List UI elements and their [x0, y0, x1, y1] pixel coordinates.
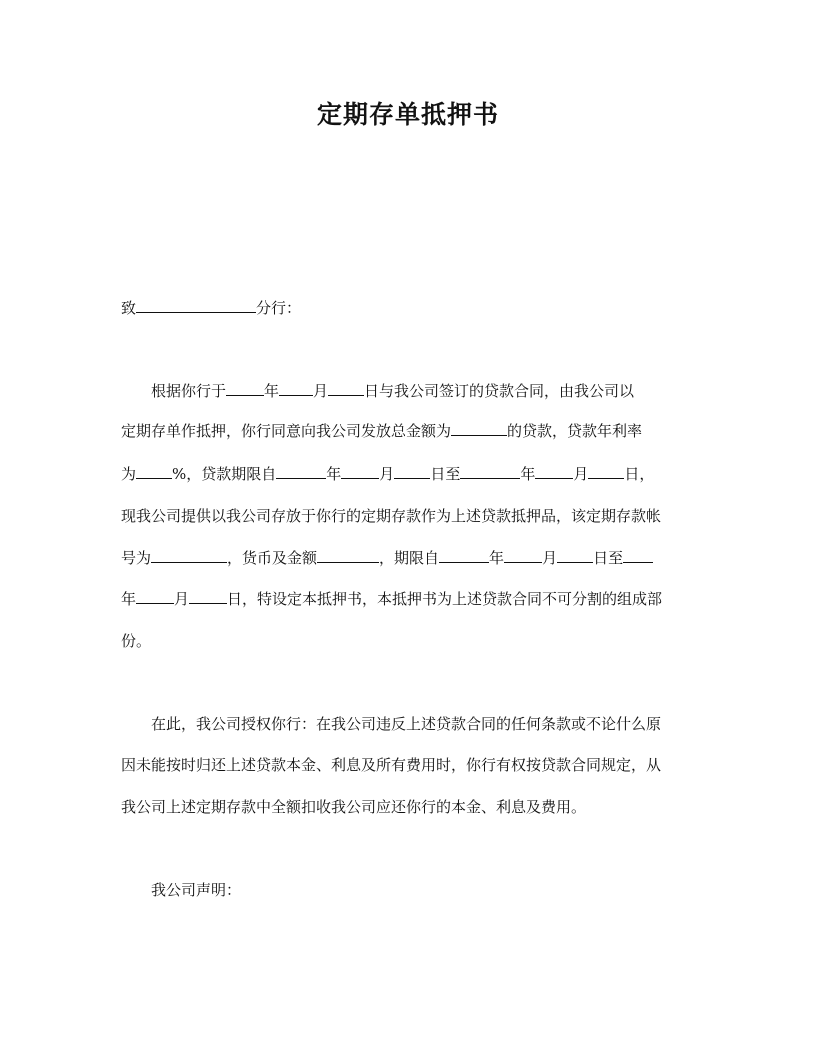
para1-line-7 — [121, 631, 151, 651]
term-end-year-blank[interactable] — [460, 464, 520, 479]
contract-day-blank[interactable] — [328, 381, 364, 396]
text: 年 — [489, 549, 505, 567]
text: 年 — [264, 382, 280, 400]
branch-name-blank[interactable] — [136, 298, 256, 313]
para1-line-4 — [121, 506, 661, 526]
text: 号为 — [121, 549, 152, 567]
text: 月 — [313, 382, 329, 400]
text: 月 — [573, 465, 589, 483]
addressee-prefix: 致 — [121, 299, 137, 317]
para1-line-2 — [121, 421, 642, 441]
text: %，贷款期限自 — [172, 465, 277, 483]
text: 日，特设定本抵押书，本抵押书为上述贷款合同不可分割的组成部 — [227, 590, 663, 608]
text: 我公司上述定期存款中全额扣收我公司应还你行的本金、利息及费用。 — [121, 798, 587, 816]
text: 年 — [121, 590, 137, 608]
interest-rate-blank[interactable] — [136, 464, 172, 479]
text: 日至 — [593, 549, 624, 567]
para2-line-2 — [121, 755, 661, 775]
account-number-blank[interactable] — [151, 548, 227, 563]
document-title: 定期存单抵押书 — [316, 100, 499, 129]
text: 月 — [174, 590, 190, 608]
term-end-day-blank[interactable] — [588, 464, 624, 479]
text: ，期限自 — [379, 549, 440, 567]
deposit-start-day-blank[interactable] — [557, 548, 593, 563]
term-start-month-blank[interactable] — [341, 464, 379, 479]
addressee-line — [121, 298, 301, 318]
text: 月 — [379, 465, 395, 483]
text: 在此，我公司授权你行：在我公司违反上述贷款合同的任何条款或不论什么原 — [151, 715, 662, 733]
para1-line-3 — [121, 464, 654, 484]
text: 日与我公司签订的贷款合同，由我公司以 — [364, 382, 635, 400]
deposit-end-day-blank[interactable] — [189, 589, 227, 604]
para2-line-3 — [121, 797, 586, 817]
text: 日， — [624, 465, 655, 483]
text: ，货币及金额 — [227, 549, 318, 567]
para1-line-1 — [151, 381, 634, 401]
text: 年 — [520, 465, 536, 483]
text: 定期存单作抵押，你行同意向我公司发放总金额为 — [121, 422, 452, 440]
text: 根据你行于 — [151, 382, 227, 400]
text: 因未能按时归还上述贷款本金、利息及所有费用时，你行有权按贷款合同规定，从 — [121, 756, 662, 774]
term-start-year-blank[interactable] — [276, 464, 326, 479]
para1-line-5 — [121, 548, 653, 568]
declaration-heading: 我公司声明： — [151, 881, 242, 899]
para2-line-1 — [151, 714, 661, 734]
deposit-end-year-blank[interactable] — [623, 548, 653, 563]
text: 日至 — [430, 465, 461, 483]
text: 份。 — [121, 632, 152, 650]
currency-amount-blank[interactable] — [317, 548, 379, 563]
addressee-suffix: 分行： — [256, 299, 302, 317]
deposit-start-month-blank[interactable] — [504, 548, 542, 563]
contract-month-blank[interactable] — [279, 381, 313, 396]
term-end-month-blank[interactable] — [535, 464, 573, 479]
term-start-day-blank[interactable] — [394, 464, 430, 479]
contract-year-blank[interactable] — [226, 381, 264, 396]
text: 现我公司提供以我公司存放于你行的定期存款作为上述贷款抵押品，该定期存款帐 — [121, 507, 662, 525]
text: 年 — [326, 465, 342, 483]
loan-amount-blank[interactable] — [451, 421, 507, 436]
text: 月 — [542, 549, 558, 567]
deposit-end-month-blank[interactable] — [136, 589, 174, 604]
deposit-start-year-blank[interactable] — [439, 548, 489, 563]
para1-line-6 — [121, 589, 662, 609]
text: 为 — [121, 465, 137, 483]
text: 的贷款，贷款年利率 — [507, 422, 643, 440]
